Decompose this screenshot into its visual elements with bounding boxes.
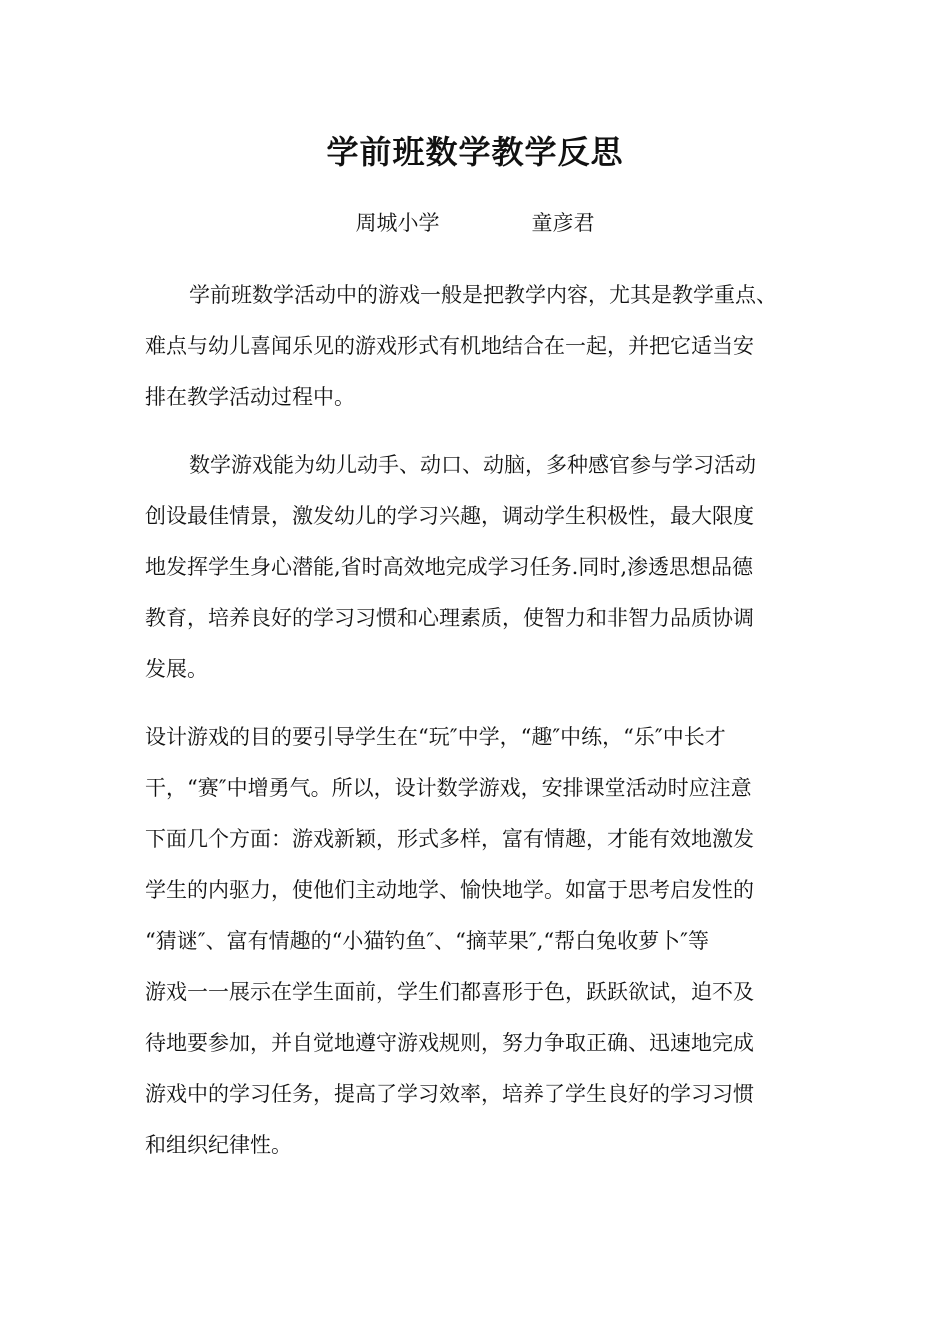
- paragraph-line: 设计游戏的目的要引导学生在“玩″中学，“趣″中练，“乐″中长才: [145, 725, 726, 749]
- byline: [0, 207, 950, 239]
- author-name: 童彦君: [531, 211, 595, 235]
- paragraph-line: “猜谜″、富有情趣的“小猫钓鱼″、“摘苹果″,“帮白兔收萝卜″等: [145, 929, 709, 953]
- document-title: 学前班数学教学反思: [326, 133, 624, 171]
- paragraph-1: [145, 270, 805, 423]
- paragraph-line: 地发挥学生身心潜能,省时高效地完成学习任务.同时,渗透思想品德: [145, 555, 754, 579]
- paragraph-line: 教育，培养良好的学习习惯和心理素质，使智力和非智力品质协调: [145, 606, 754, 630]
- paragraph-line: 和组织纪律性。: [145, 1133, 292, 1157]
- paragraph-line: 游戏中的学习任务，提高了学习效率，培养了学生良好的学习习惯: [145, 1082, 754, 1106]
- paragraph-line: 创设最佳情景，激发幼儿的学习兴趣，调动学生积极性，最大限度: [145, 504, 754, 528]
- paragraph-line: 难点与幼儿喜闻乐见的游戏形式有机地结合在一起，并把它适当安: [145, 334, 754, 358]
- paragraph-line: 干，“赛″中增勇气。所以，设计数学游戏，安排课堂活动时应注意: [145, 776, 752, 800]
- paragraph-3: [145, 712, 805, 1171]
- paragraph-line: 游戏一一展示在学生面前，学生们都喜形于色，跃跃欲试，迫不及: [145, 980, 754, 1004]
- paragraph-line: 学生的内驱力，使他们主动地学、愉快地学。如富于思考启发性的: [145, 878, 754, 902]
- paragraph-line: 排在教学活动过程中。: [145, 385, 355, 409]
- paragraph-line: 下面几个方面：游戏新颖，形式多样，富有情趣，才能有效地激发: [145, 827, 754, 851]
- paragraph-line: 数学游戏能为幼儿动手、动口、动脑，多种感官参与学习活动: [189, 453, 756, 477]
- paragraph-line: 学前班数学活动中的游戏一般是把教学内容，尤其是教学重点、: [189, 283, 777, 307]
- paragraph-line: 发展。: [145, 657, 208, 681]
- paragraph-2: [145, 440, 805, 695]
- paragraph-line: 待地要参加，并自觉地遵守游戏规则，努力争取正确、迅速地完成: [145, 1031, 754, 1055]
- school-name: 周城小学: [355, 211, 440, 235]
